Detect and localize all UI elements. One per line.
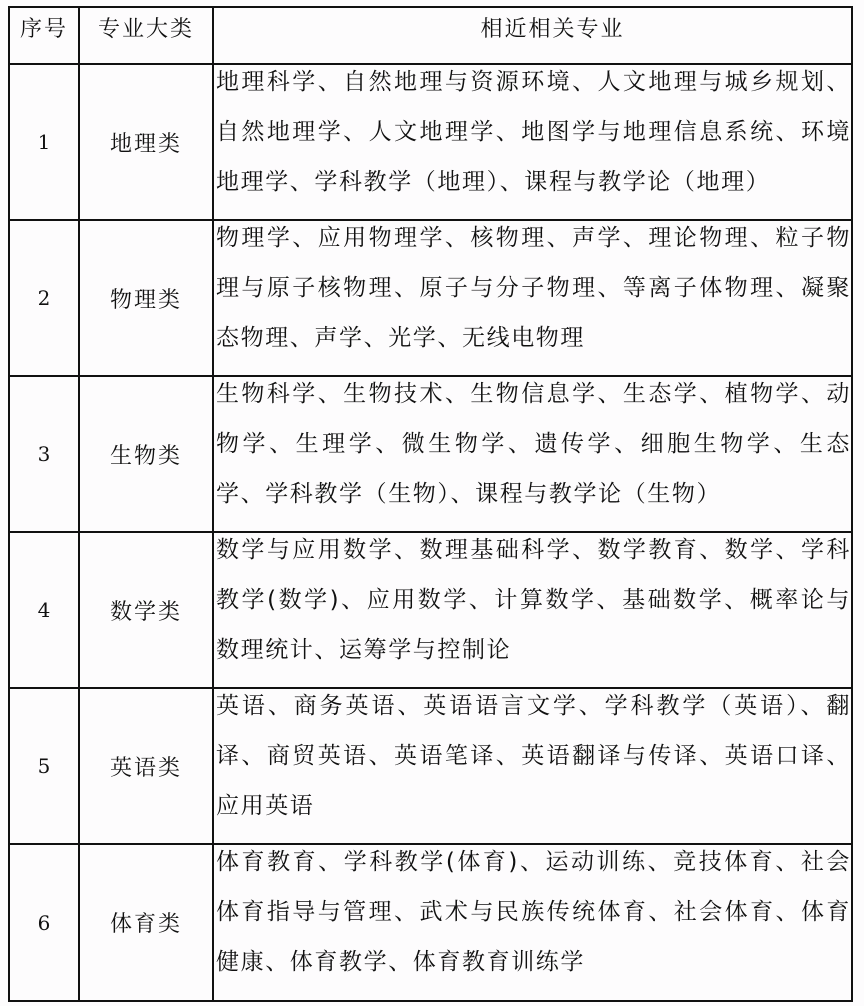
header-category-label: 专业大类 <box>97 17 194 42</box>
table-row <box>10 63 851 219</box>
row-related-majors: 英语、商务英语、英语语言文学、学科教学（英语）、翻译、商贸英语、英语笔译、英语翻译与传译、英语口译、应用英语 <box>216 693 851 819</box>
table-row <box>10 531 851 687</box>
header-number <box>10 8 80 63</box>
table-row <box>10 219 851 375</box>
row-category-cell <box>80 377 214 531</box>
row-category-cell <box>80 533 214 687</box>
table-header-row <box>10 8 851 63</box>
header-related <box>214 8 851 63</box>
row-related-cell <box>214 533 851 687</box>
row-category-cell <box>80 65 214 219</box>
row-number-cell <box>10 845 80 1000</box>
row-related-majors: 数学与应用数学、数理基础科学、数学教育、数学、学科教学(数学)、应用数学、计算数学、基础数学、概率论与数理统计、运筹学与控制论 <box>216 537 851 663</box>
row-number: 1 <box>37 130 51 154</box>
majors-table <box>8 6 853 1002</box>
header-number-label: 序号 <box>19 17 68 42</box>
row-category: 生物类 <box>109 443 182 469</box>
row-related-cell <box>214 689 851 843</box>
row-related-cell <box>214 377 851 531</box>
row-related-majors: 生物科学、生物技术、生物信息学、生态学、植物学、动物学、生理学、微生物学、遗传学、细胞生物学、生态学、学科教学（生物）、课程与教学论（生物） <box>216 381 851 507</box>
row-number: 4 <box>37 598 51 622</box>
row-number-cell <box>10 65 80 219</box>
table-row <box>10 375 851 531</box>
row-related-majors: 地理科学、自然地理与资源环境、人文地理与城乡规划、自然地理学、人文地理学、地图学与地理信息系统、环境地理学、学科教学（地理）、课程与教学论（地理） <box>216 69 851 195</box>
row-category: 地理类 <box>109 131 182 157</box>
row-category: 数学类 <box>109 599 182 625</box>
row-related-majors: 体育教育、学科教学(体育)、运动训练、竞技体育、社会体育指导与管理、武术与民族传统体育、社会体育、体育健康、体育教学、体育教育训练学 <box>216 849 851 975</box>
row-category: 体育类 <box>109 912 182 937</box>
table-row <box>10 687 851 843</box>
row-number-cell <box>10 377 80 531</box>
row-number: 6 <box>37 910 51 935</box>
header-related-label: 相近相关专业 <box>480 17 625 42</box>
table-row <box>10 843 851 1000</box>
row-category-cell <box>80 845 214 1000</box>
row-number: 3 <box>37 442 51 466</box>
row-category: 物理类 <box>109 287 182 313</box>
row-number-cell <box>10 689 80 843</box>
row-related-cell <box>214 65 851 219</box>
row-number-cell <box>10 221 80 375</box>
header-category <box>80 8 214 63</box>
row-category-cell <box>80 221 214 375</box>
row-number: 2 <box>37 286 51 310</box>
row-related-majors: 物理学、应用物理学、核物理、声学、理论物理、粒子物理与原子核物理、原子与分子物理、等离子体物理、凝聚态物理、声学、光学、无线电物理 <box>216 225 851 351</box>
row-category: 英语类 <box>109 755 182 781</box>
row-related-cell <box>214 221 851 375</box>
row-category-cell <box>80 689 214 843</box>
row-number-cell <box>10 533 80 687</box>
row-number: 5 <box>37 754 51 778</box>
row-related-cell <box>214 845 851 1000</box>
